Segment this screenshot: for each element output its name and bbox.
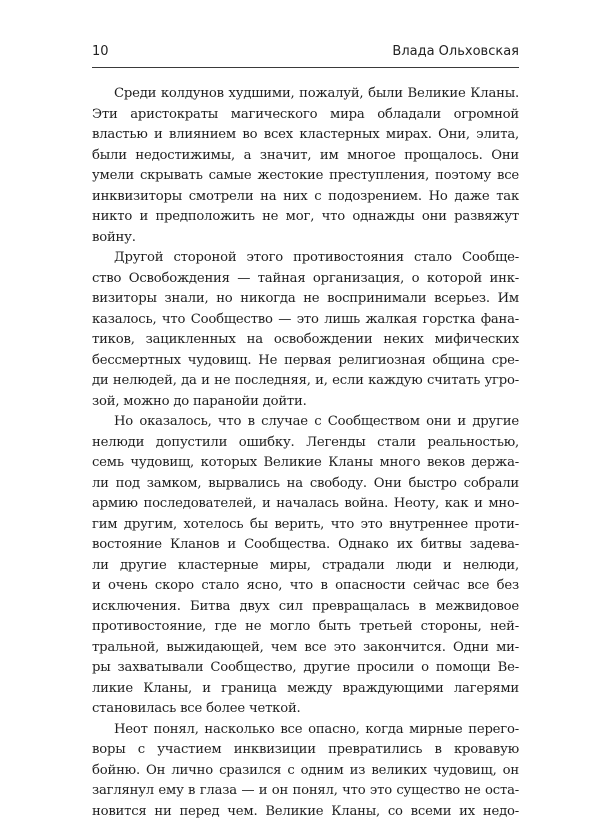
text-line: воры с участием инквизиции превратились в кровавую [92, 740, 519, 761]
text-line: противостояние, где не могло быть третьей стороны, ней- [92, 617, 519, 638]
text-line: и очень скоро стало ясно, что в опасности сейчас все без [92, 576, 519, 597]
text-line: востояние Кланов и Сообщества. Однако их битвы задева- [92, 535, 519, 556]
text-line: властью и влиянием во всех кластерных мирах. Они, элита, [92, 125, 519, 146]
text-line: бессмертных чудовищ. Не первая религиозная община сре- [92, 351, 519, 372]
text-line: ли другие кластерные миры, страдали люди и нелюди, [92, 556, 519, 577]
text-line: Неот понял, насколько все опасно, когда мирные перего- [92, 720, 519, 741]
text-line: тиков, зацикленных на освобождении неких мифических [92, 330, 519, 351]
text-line: нелюди допустили ошибку. Легенды стали реальностью, [92, 433, 519, 454]
text-line: никто и предположить не мог, что однажды они развяжут [92, 207, 519, 228]
body-text [92, 84, 519, 822]
text-line: семь чудовищ, которых Великие Кланы много веков держа- [92, 453, 519, 474]
text-line: Другой стороной этого противостояния стало Сообще- [92, 248, 519, 269]
text-line: Среди колдунов худшими, пожалуй, были Великие Кланы. [92, 84, 519, 105]
text-line: ры захватывали Сообщество, другие просили о помощи Ве- [92, 658, 519, 679]
page-number: 10 [92, 44, 109, 59]
text-line: были недостижимы, а значит, им многое прощалось. Они [92, 146, 519, 167]
text-line: Эти аристократы магического мира обладали огромной [92, 105, 519, 126]
text-line: ди нелюдей, да и не последняя, и, если каждую считать угро- [92, 371, 519, 392]
text-line: визиторы знали, но никогда не воспринимали всерьез. Им [92, 289, 519, 310]
text-line: ство Освобождения — тайная организация, о которой инк- [92, 269, 519, 290]
text-line: умели скрывать самые жестокие преступления, поэтому все [92, 166, 519, 187]
text-line: исключения. Битва двух сил превращалась в межвидовое [92, 597, 519, 618]
text-line: бойню. Он лично сразился с одним из великих чудовищ, он [92, 761, 519, 782]
text-line: войну. [92, 228, 519, 249]
text-line: инквизиторы смотрели на них с подозрением. Но даже так [92, 187, 519, 208]
header-author-name: Влада Ольховская [392, 44, 519, 59]
text-line: зой, можно до паранойи дойти. [92, 392, 519, 413]
text-line: становилась все более четкой. [92, 699, 519, 720]
header-rule [92, 67, 519, 68]
text-line: Но оказалось, что в случае с Сообществом они и другие [92, 412, 519, 433]
text-line: заглянул ему в глаза — и он понял, что это существо не оста- [92, 781, 519, 802]
text-line: тральной, выжидающей, чем все это закончится. Одни ми- [92, 638, 519, 659]
text-line: казалось, что Сообщество — это лишь жалкая горстка фана- [92, 310, 519, 331]
text-line: новится ни перед чем. Великие Кланы, со всеми их недо- [92, 802, 519, 822]
text-line: ли под замком, вырвались на свободу. Они быстро собрали [92, 474, 519, 495]
text-line: гим другим, хотелось бы верить, что это внутреннее проти- [92, 515, 519, 536]
running-header [92, 44, 519, 66]
text-line: ликие Кланы, и граница между враждующими лагерями [92, 679, 519, 700]
text-line: армию последователей, и началась война. Неоту, как и мно- [92, 494, 519, 515]
